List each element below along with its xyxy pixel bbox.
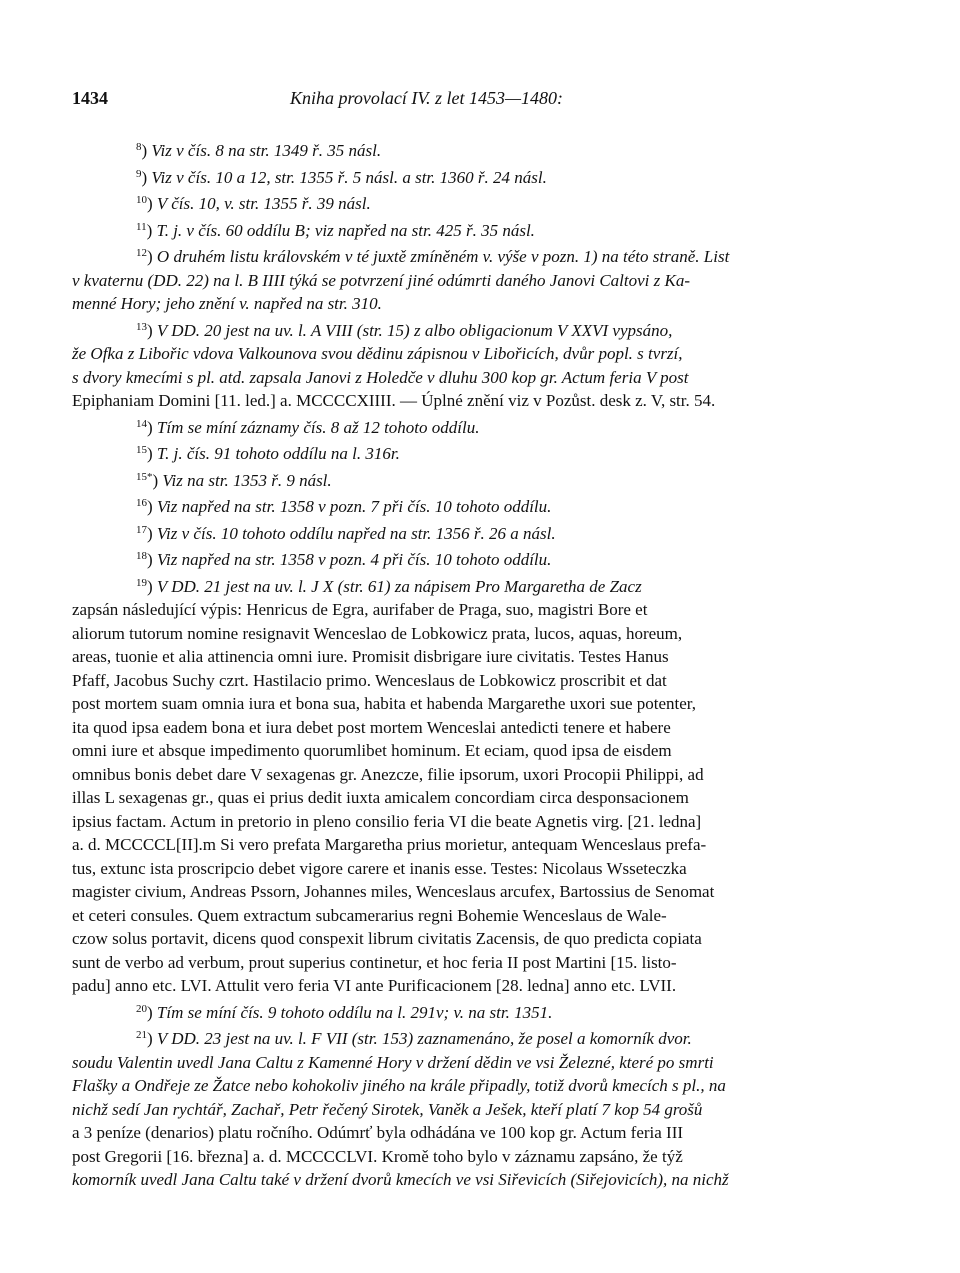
footnote-16: $^{16}$) Viz napřed na str. 1358 v pozn. 7 při čís. 10 tohoto oddílu. — [136, 497, 552, 516]
footnote-15: $^{15}$) T. j. čís. 91 tohoto oddílu na l. 316r. — [136, 444, 400, 463]
footnote-10: $^{10}$) V čís. 10, v. str. 1355 ř. 39 násl. — [136, 194, 371, 213]
footnote-21: $^{21}$) V DD. 23 jest na uv. l. F VII (str. 153) zaznamenáno, že posel a komorník dvor. — [136, 1029, 692, 1048]
footnote-12-line: menné Hory; jeho znění v. napřed na str. 310. — [72, 294, 382, 313]
footnote-21-line: soudu Valentin uvedl Jana Caltu z Kamenné Hory v držení dědin ve vsi Železné, které po smrti — [72, 1052, 714, 1072]
footnote-19-line: omnibus bonis debet dare V sexagenas gr. Anezcze, filie ipsorum, uxori Procopii Philippi, ad — [72, 764, 704, 784]
footnote-19-line: ita quod ipsa eadem bona et iura debet post mortem Wenceslai antedicti tenere et habere — [72, 717, 671, 737]
footnote-21-line: komorník uvedl Jana Caltu také v držení dvorů kmecích ve vsi Siřevicích (Siřejovicích), na nichž — [72, 1170, 729, 1189]
footnote-19-line: Pfaff, Jacobus Suchy czrt. Hastilacio primo. Wenceslaus de Lobkowicz proscribit et dat — [72, 670, 667, 690]
footnote-13: $^{13}$) V DD. 20 jest na uv. l. A VIII (str. 15) z albo obligacionum V XXVI vypsáno, — [136, 320, 673, 340]
footnote-20: $^{20}$) Tím se míní čís. 9 tohoto oddílu na l. 291v; v. na str. 1351. — [136, 1002, 553, 1022]
page-number: 1434 — [72, 88, 108, 108]
footnote-21-line: a 3 peníze (denarios) platu ročního. Odúmrť byla odhádána ve 100 kop gr. Actum feria III — [72, 1123, 684, 1142]
footnote-19-line: tus, extunc ista proscripcio debet vigore carere et inanis esse. Testes: Nicolaus Wsseteczka — [72, 858, 687, 878]
footnote-21-line: Flašky a Ondřeje ze Žatce nebo kohokoliv jiného na krále připadly, totiž dvorů kmecích s pl., na — [72, 1076, 726, 1095]
footnote-15-star: $^{15*}$) Viz na str. 1353 ř. 9 násl. — [136, 470, 332, 490]
footnote-19-line: zapsán následující výpis: Henricus de Egra, aurifaber de Praga, suo, magistri Bore et — [72, 600, 648, 619]
running-title: Kniha provolací IV. z let 1453—1480: — [290, 88, 563, 108]
footnote-13-line: Epiphaniam Domini [11. led.] a. MCCCCXIIII. — Úplné znění viz v Pozůst. desk z. V, str. 54. — [72, 391, 716, 410]
footnote-19-line: illas L sexagenas gr., quas ei prius dedit iuxta amicalem concordiam circa desponsacionem — [72, 788, 689, 807]
footnote-19-line: aliorum tutorum nomine resignavit Wenceslao de Lobkowicz prata, lucos, aquas, horeum, — [72, 623, 683, 643]
footnote-14: $^{14}$) Tím se míní záznamy čís. 8 až 12 tohoto oddílu. — [136, 417, 480, 437]
footnote-12: $^{12}$) O druhém listu královském v té juxtě zmíněném v. výše v pozn. 1) na této straně. List — [136, 247, 730, 266]
footnote-18: $^{18}$) Viz napřed na str. 1358 v pozn. 4 při čís. 10 tohoto oddílu. — [136, 550, 552, 569]
footnote-21-line: nichž sedí Jan rychtář, Zachař, Petr řečený Sirotek, Vaněk a Ješek, kteří platí 7 kop 54 grošů — [72, 1099, 703, 1119]
footnote-19-line: areas, tuonie et alia attinencia omni iure. Promisit disbrigare iure civitatis. Testes Hanus — [72, 647, 669, 666]
footnote-12-line: v kvaternu (DD. 22) na l. B IIII týká se potvrzení jiné odúmrti daného Janovi Caltovi z Ka- — [72, 270, 691, 290]
footnote-19: $^{19}$) V DD. 21 jest na uv. l. J X (str. 61) za nápisem Pro Margaretha de Zacz — [136, 576, 642, 596]
footnote-8: $^8$) Viz v čís. 8 na str. 1349 ř. 35 násl. — [136, 141, 382, 160]
document-page — [72, 88, 880, 1192]
footnotes — [72, 136, 880, 1192]
footnote-11: $^{11}$) T. j. v čís. 60 oddílu B; viz napřed na str. 425 ř. 35 násl. — [136, 220, 535, 240]
footnote-19-line: magister civium, Andreas Pssorn, Johannes miles, Wenceslaus arcufex, Bartossius de Senomat — [72, 882, 715, 901]
footnote-17: $^{17}$) Viz v čís. 10 tohoto oddílu napřed na str. 1356 ř. 26 a násl. — [136, 523, 556, 543]
footnote-21-line: post Gregorii [16. března] a. d. MCCCCLVI. Kromě toho bylo v záznamu zapsáno, že týž — [72, 1146, 683, 1166]
footnote-9: $^9$) Viz v čís. 10 a 12, str. 1355 ř. 5 násl. a str. 1360 ř. 24 násl. — [136, 167, 547, 187]
footnote-19-line: ipsius factam. Actum in pretorio in pleno consilio feria VI die beate Agnetis virg. [21. ledna] — [72, 811, 702, 831]
footnote-19-line: omni iure et absque impedimento quorumlibet hominum. Et eciam, quod ipsa de eisdem — [72, 741, 672, 760]
footnote-19-line: et ceteri consules. Quem extractum subcamerarius regni Bohemie Wenceslaus de Wale- — [72, 905, 667, 925]
footnote-19-line: post mortem suam omnia iura et bona sua, habita et habenda Margarethe uxori sue potenter, — [72, 694, 697, 713]
footnote-19-line: padu] anno etc. LVI. Attulit vero feria VI ante Purificacionem [28. ledna] anno etc. LVII. — [72, 976, 677, 995]
footnote-13-line: že Ofka z Libořic vdova Valkounova svou dědinu zápisnou v Libořicích, dvůr popl. s tvrzí, — [72, 344, 683, 363]
footnote-19-line: czow solus portavit, dicens quod conspexit librum civitatis Zacensis, de quo predicta copiata — [72, 929, 702, 948]
footnote-19-line: a. d. MCCCCL[II].m Si vero prefata Margaretha prius morietur, antequam Wenceslaus prefa- — [72, 835, 707, 854]
page-header — [72, 88, 880, 114]
footnote-19-line: sunt de verbo ad verbum, prout superius continetur, et hoc feria II post Martini [15. listo- — [72, 952, 677, 972]
footnote-13-line: s dvory kmecími s pl. atd. zapsala Janovi z Holedče v dluhu 300 kop gr. Actum feria V post — [72, 367, 689, 387]
